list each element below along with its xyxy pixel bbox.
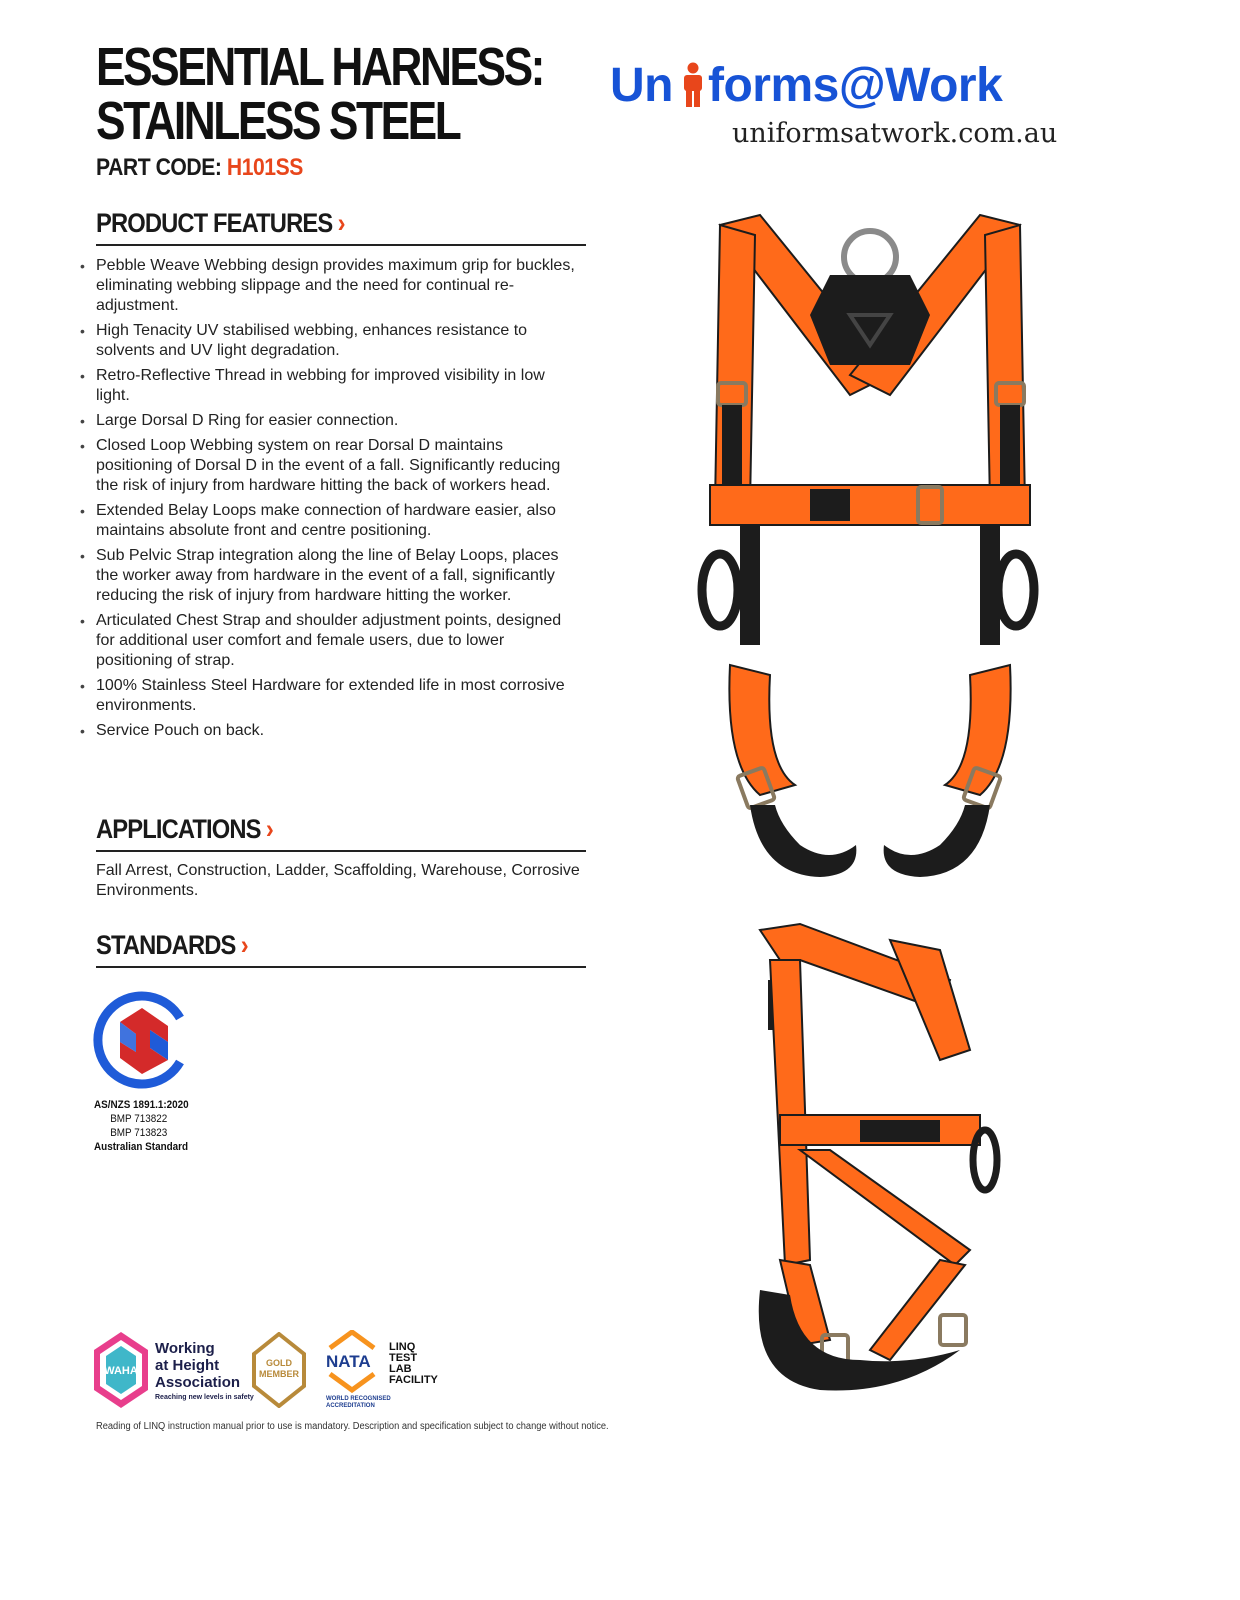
standards-mark-icon — [92, 990, 192, 1090]
standard-bmp-1: BMP 713822 — [110, 1113, 168, 1125]
product-title-line2: STAINLESS STEEL — [96, 91, 460, 151]
list-item: • Sub Pelvic Strap integration along the line of Belay Loops, places the worker away from hardware in the event of a fall, significantly reducing the risk of injury from hardware hitting the worker. — [80, 546, 580, 606]
nata-sub-2: ACCREDITATION — [326, 1403, 375, 1409]
applications-text: Fall Arrest, Construction, Ladder, Scaffolding, Warehouse, Corrosive Environments. — [96, 862, 580, 899]
waha-line-1: Working — [155, 1340, 215, 1357]
linq-line-4: FACILITY — [389, 1374, 438, 1386]
harness-front-image — [680, 205, 1060, 895]
waha-line-3: Association — [155, 1374, 241, 1391]
list-item: • Extended Belay Loops make connection of hardware easier, also maintains absolute front and centre positioning. — [80, 501, 580, 541]
chevron-right-icon: › — [337, 208, 345, 238]
list-item: • Large Dorsal D Ring for easier connection. — [80, 411, 580, 431]
standards-title: STANDARDS — [96, 930, 236, 960]
waha-tagline: Reaching new levels in safety — [155, 1394, 254, 1401]
linq-test-lab — [389, 1342, 438, 1386]
list-item: • Closed Loop Webbing system on rear Dorsal D maintains positioning of Dorsal D in the event of a fall. Significantly reducing the risk of injury from hardware hitting the back of workers head. — [80, 436, 580, 496]
product-title-line1: ESSENTIAL HARNESS: — [96, 37, 543, 97]
nata-sub-1: WORLD RECOGNISED — [326, 1396, 391, 1402]
part-code — [96, 154, 303, 182]
product-title — [96, 37, 543, 151]
chevron-right-icon: › — [265, 814, 273, 844]
list-item: • Retro-Reflective Thread in webbing for improved visibility in low light. — [80, 366, 580, 406]
list-item: • Service Pouch on back. — [80, 721, 580, 741]
nata-subtitle — [326, 1396, 391, 1410]
chevron-right-icon: › — [240, 930, 248, 960]
waha-name — [155, 1340, 240, 1391]
standard-bmp-2: BMP 713823 — [110, 1127, 168, 1139]
gold-line-2: MEMBER — [259, 1369, 299, 1379]
waha-logo-icon — [92, 1330, 150, 1410]
standards-heading — [96, 930, 586, 968]
person-figure-icon — [680, 62, 706, 108]
brand-url[interactable]: uniformsatwork.com.au — [732, 118, 1058, 149]
linq-line-2: TEST — [389, 1352, 418, 1364]
accreditation-badges — [92, 1330, 452, 1410]
part-code-value: H101SS — [226, 154, 303, 181]
standards-text — [94, 1098, 189, 1154]
product-features-title: PRODUCT FEATURES — [96, 208, 333, 238]
brand-logo — [610, 58, 1030, 114]
list-item: • Articulated Chest Strap and shoulder adjustment points, designed for additional user comfort and female users, due to lower positioning of strap. — [80, 611, 580, 671]
list-item: • 100% Stainless Steel Hardware for extended life in most corrosive environments. — [80, 676, 580, 716]
standard-code: AS/NZS 1891.1:2020 — [94, 1099, 189, 1111]
standard-name: Australian Standard — [94, 1141, 189, 1153]
applications-title: APPLICATIONS — [96, 814, 261, 844]
gold-member-text — [254, 1358, 304, 1380]
nata-text: NATA — [326, 1352, 371, 1371]
list-item: • Pebble Weave Webbing design provides maximum grip for buckles, eliminating webbing slippage and the need for continual re-adjustment. — [80, 256, 580, 316]
waha-abbr: WAHA — [104, 1365, 138, 1377]
gold-line-1: GOLD — [266, 1358, 292, 1368]
harness-side-image — [740, 920, 1010, 1400]
brand-name-left: Un — [610, 59, 673, 112]
list-item: • High Tenacity UV stabilised webbing, enhances resistance to solvents and UV light degradation. — [80, 321, 580, 361]
product-features-heading — [96, 208, 586, 246]
waha-line-2: at Height — [155, 1357, 220, 1374]
part-code-label: PART CODE: — [96, 154, 222, 181]
linq-line-3: LAB — [389, 1363, 412, 1375]
disclaimer: Reading of LINQ instruction manual prior to use is mandatory. Description and specification subject to change without notice. — [96, 1421, 609, 1432]
features-list — [80, 256, 580, 746]
linq-line-1: LINQ — [389, 1341, 416, 1353]
brand-name-right: forms@Work — [708, 59, 1003, 112]
applications-heading — [96, 814, 586, 852]
